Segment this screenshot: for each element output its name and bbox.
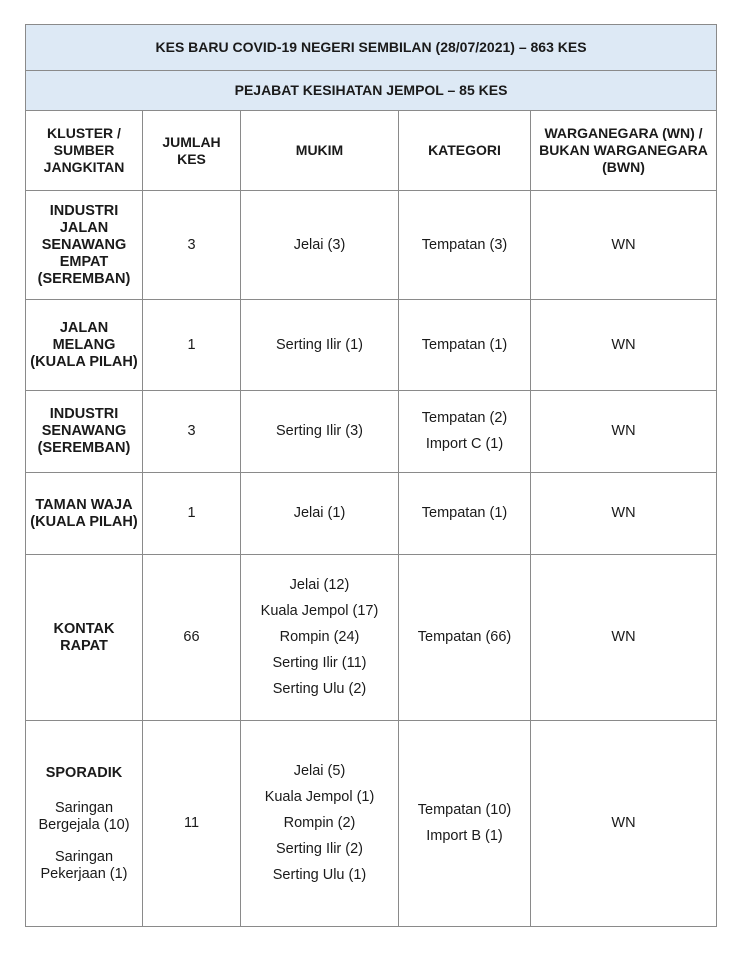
mukim-entry: Kuala Jempol (1) [264, 789, 375, 805]
mukim-cell: Serting Ilir (3) [241, 391, 399, 473]
citizenship-cell: WN [531, 191, 717, 300]
category-cell [399, 391, 531, 473]
header-cluster: KLUSTER / SUMBER JANGKITAN [26, 111, 143, 191]
category-cell: Tempatan (1) [399, 473, 531, 555]
mukim-cell: Jelai (1) [241, 473, 399, 555]
mukim-entry: Kuala Jempol (17) [260, 603, 379, 619]
header-row [26, 111, 717, 191]
count-cell: 1 [143, 300, 241, 391]
mukim-entry: Serting Ilir (11) [272, 655, 367, 671]
category-cell: Tempatan (3) [399, 191, 531, 300]
cluster-cell: INDUSTRI SENAWANG (SEREMBAN) [26, 391, 143, 473]
cluster-cell: INDUSTRI JALAN SENAWANG EMPAT (SEREMBAN) [26, 191, 143, 300]
district-subtitle: PEJABAT KESIHATAN JEMPOL – 85 KES [26, 71, 717, 111]
header-mukim: MUKIM [241, 111, 399, 191]
case-table [25, 24, 717, 927]
mukim-entry: Rompin (2) [283, 815, 356, 831]
mukim-cell [241, 721, 399, 927]
mukim-cell: Jelai (3) [241, 191, 399, 300]
cluster-cell: JALAN MELANG (KUALA PILAH) [26, 300, 143, 391]
cluster-cell: TAMAN WAJA (KUALA PILAH) [26, 473, 143, 555]
table-row [26, 473, 717, 555]
cluster-detail: Saringan Bergejala (10) [38, 799, 130, 833]
header-count: JUMLAH KES [143, 111, 241, 191]
mukim-entry: Rompin (24) [279, 629, 360, 645]
citizenship-cell: WN [531, 300, 717, 391]
citizenship-cell: WN [531, 391, 717, 473]
count-cell: 3 [143, 391, 241, 473]
mukim-entry: Serting Ulu (2) [272, 681, 367, 697]
cluster-cell: KONTAK RAPAT [26, 555, 143, 721]
table-row [26, 300, 717, 391]
count-cell: 3 [143, 191, 241, 300]
mukim-cell [241, 555, 399, 721]
mukim-cell: Serting Ilir (1) [241, 300, 399, 391]
cluster-cell [26, 721, 143, 927]
report-title: KES BARU COVID-19 NEGERI SEMBILAN (28/07/2021) – 863 KES [26, 25, 717, 71]
category-cell: Tempatan (1) [399, 300, 531, 391]
case-report-sheet [25, 24, 716, 927]
header-citizenship: WARGANEGARA (WN) / BUKAN WARGANEGARA (BWN) [531, 111, 717, 191]
count-cell: 1 [143, 473, 241, 555]
category-entry: Tempatan (10) [417, 802, 512, 818]
count-cell: 11 [143, 721, 241, 927]
mukim-entry: Jelai (5) [293, 763, 346, 779]
mukim-entry: Jelai (12) [289, 577, 350, 593]
citizenship-cell: WN [531, 721, 717, 927]
category-entry: Import B (1) [426, 828, 503, 844]
citizenship-cell: WN [531, 473, 717, 555]
table-row [26, 555, 717, 721]
table-row [26, 391, 717, 473]
mukim-entry: Serting Ilir (2) [275, 841, 364, 857]
table-row [26, 721, 717, 927]
cluster-detail: Saringan Pekerjaan (1) [40, 848, 128, 882]
count-cell: 66 [143, 555, 241, 721]
category-entry: Import C (1) [425, 436, 504, 452]
table-row [26, 191, 717, 300]
category-cell: Tempatan (66) [399, 555, 531, 721]
citizenship-cell: WN [531, 555, 717, 721]
mukim-entry: Serting Ulu (1) [272, 867, 367, 883]
cluster-name: SPORADIK [45, 764, 123, 781]
header-category: KATEGORI [399, 111, 531, 191]
category-cell [399, 721, 531, 927]
category-entry: Tempatan (2) [421, 410, 508, 426]
